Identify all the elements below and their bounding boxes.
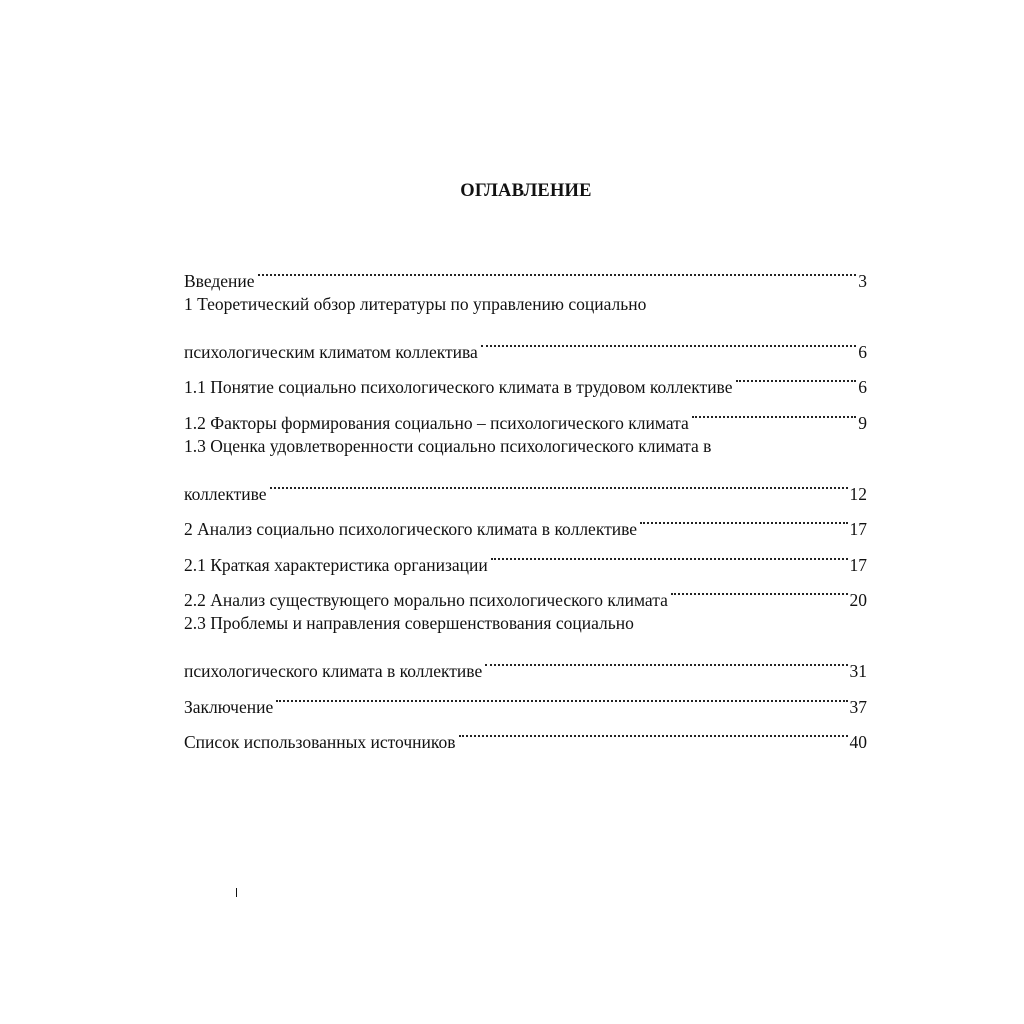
toc-entry-text: Введение bbox=[184, 270, 255, 291]
toc-leader-dots bbox=[481, 322, 856, 358]
toc-leader-dots bbox=[459, 713, 848, 749]
toc-entry-chapter-2[interactable] bbox=[184, 500, 867, 539]
toc-leader-dots bbox=[258, 251, 857, 287]
table-of-contents bbox=[184, 251, 867, 752]
toc-leader-dots bbox=[276, 677, 847, 713]
toc-page-number: 40 bbox=[849, 732, 867, 752]
toc-page-number: 17 bbox=[849, 519, 867, 539]
toc-entry-text: 1 Теоретический обзор литературы по управлению социально bbox=[184, 293, 647, 314]
toc-entry-text: Заключение bbox=[184, 696, 274, 717]
toc-page-number: 3 bbox=[858, 270, 867, 291]
toc-entry-chapter-1-line-2[interactable] bbox=[184, 322, 867, 362]
toc-page-number: 9 bbox=[858, 412, 867, 433]
toc-entry-sources[interactable] bbox=[184, 713, 867, 752]
toc-entry-chapter-1-line-1[interactable] bbox=[184, 287, 867, 323]
toc-leader-dots bbox=[640, 500, 847, 536]
page-title: ОГЛАВЛЕНИЕ bbox=[460, 181, 592, 201]
toc-entry-text: Список использованных источников bbox=[184, 732, 456, 752]
toc-entry-section-1-3-line-1[interactable] bbox=[184, 429, 867, 465]
toc-leader-dots bbox=[270, 464, 848, 500]
toc-page-number: 6 bbox=[858, 341, 867, 362]
toc-entry-text: 1.2 Факторы формирования социально – психологического климата bbox=[184, 412, 689, 433]
toc-entry-text: 2 Анализ социально психологического климата в коллективе bbox=[184, 519, 638, 539]
toc-entry-conclusion[interactable] bbox=[184, 677, 867, 717]
toc-leader-dots bbox=[692, 393, 856, 429]
toc-entry-text: психологического климата в коллективе bbox=[184, 661, 483, 681]
toc-page-number: 12 bbox=[849, 483, 867, 504]
toc-entry-text: психологическим климатом коллектива bbox=[184, 341, 478, 362]
toc-page-number: 37 bbox=[849, 696, 867, 717]
toc-entry-section-1-3-line-2[interactable] bbox=[184, 464, 867, 504]
toc-leader-dots bbox=[736, 358, 857, 394]
toc-entry-text: 1.1 Понятие социально психологического климата в трудовом коллективе bbox=[184, 377, 733, 397]
toc-entry-section-2-3-line-2[interactable] bbox=[184, 642, 867, 681]
toc-entry-section-2-3-line-1[interactable] bbox=[184, 606, 867, 642]
toc-leader-dots bbox=[485, 642, 847, 678]
toc-entry-text: 2.3 Проблемы и направления совершенствования социально bbox=[184, 613, 634, 633]
text-cursor bbox=[236, 888, 237, 897]
toc-page-number: 17 bbox=[849, 554, 867, 575]
toc-leader-dots bbox=[491, 535, 848, 571]
toc-entry-intro[interactable] bbox=[184, 251, 867, 291]
toc-entry-text: коллективе bbox=[184, 483, 267, 504]
toc-page-number: 20 bbox=[849, 590, 867, 610]
toc-page-number: 31 bbox=[849, 661, 867, 681]
toc-leader-dots bbox=[671, 571, 848, 607]
toc-page-number: 6 bbox=[858, 377, 867, 397]
toc-entry-text: 2.1 Краткая характеристика организации bbox=[184, 554, 488, 575]
toc-entry-text: 1.3 Оценка удовлетворенности социально психологического климата в bbox=[184, 435, 712, 456]
toc-entry-text: 2.2 Анализ существующего морально психологического климата bbox=[184, 590, 668, 610]
